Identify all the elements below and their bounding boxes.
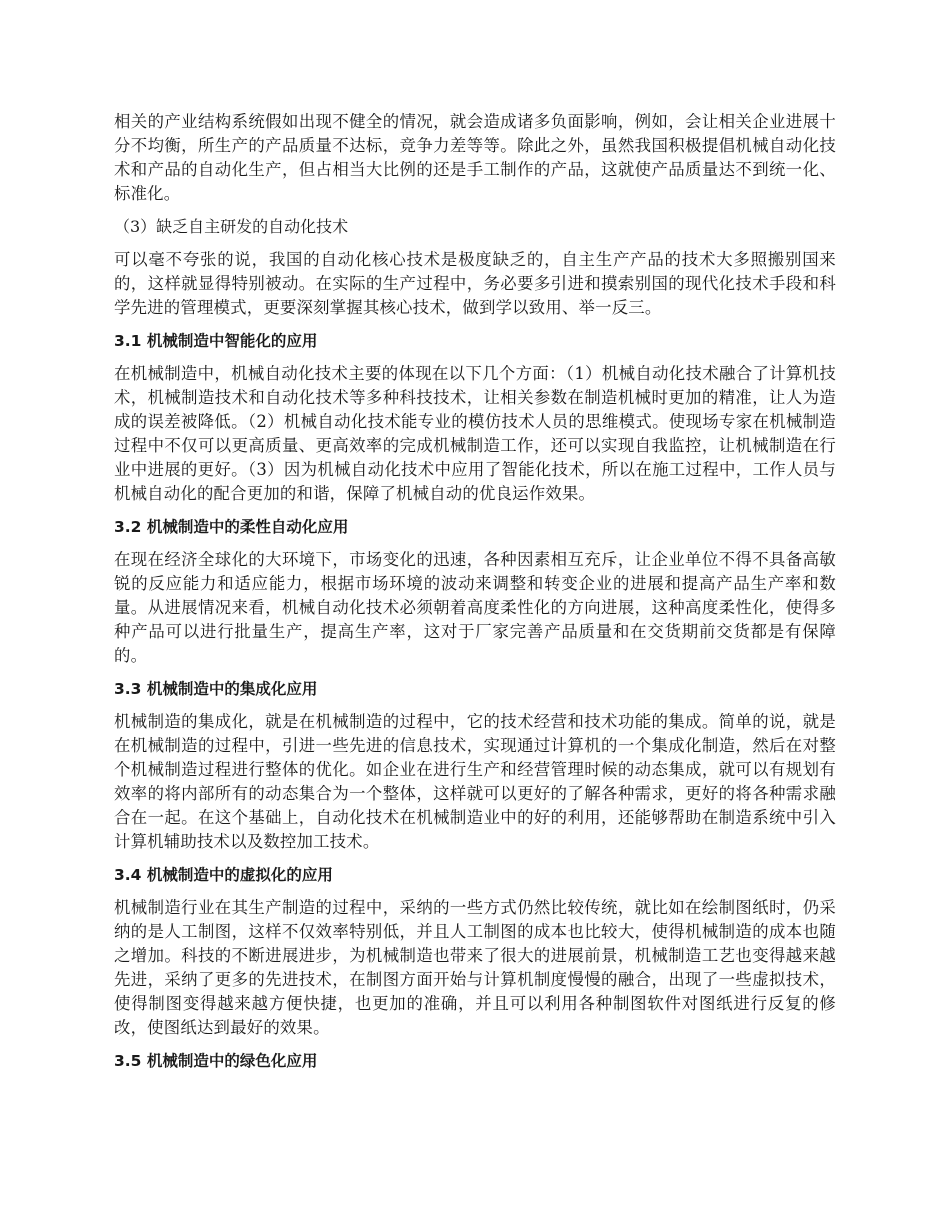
paragraph-integrated-application: 机械制造的集成化，就是在机械制造的过程中，它的技术经营和技术功能的集成。简单的说，就是在机械制造的过程中，引进一些先进的信息技术，实现通过计算机的一个集成化制造，然后在对整个机械制造过程进行整体的优化。如企业在进行生产和经营管理时候的动态集成，就可以有规划有效率的将内部所有的动态集合为一个整体，这样就可以更好的了解各种需求，更好的将各种需求融合在一起。在这个基础上，自动化技术在机械制造业中的好的利用，还能够帮助在制造系统中引入计算机辅助技术以及数控加工技术。	[114, 712, 836, 851]
heading-3-2-flexible: 3.2 机械制造中的柔性自动化应用	[114, 518, 349, 536]
heading-3-1-intelligent: 3.1 机械制造中智能化的应用	[114, 332, 318, 350]
document-page	[114, 110, 836, 1082]
heading-3-4-virtual: 3.4 机械制造中的虚拟化的应用	[114, 866, 333, 884]
paragraph-industry-structure: 相关的产业结构系统假如出现不健全的情况，就会造成诸多负面影响，例如，会让相关企业进展十分不均衡，所生产的产品质量不达标，竞争力差等等。除此之外，虽然我国积极提倡机械自动化技术和产品的自动化生产，但占相当大比例的还是手工制作的产品，这就使产品质量达不到统一化、标准化。	[114, 112, 836, 203]
heading-3-5-green: 3.5 机械制造中的绿色化应用	[114, 1052, 318, 1070]
paragraph-core-technology: 可以毫不夸张的说，我国的自动化核心技术是极度缺乏的，自主生产产品的技术大多照搬别国来的，这样就显得特别被动。在实际的生产过程中，务必要多引进和摸索别国的现代化技术手段和科学先进的管理模式，更要深刻掌握其核心技术，做到学以致用、举一反三。	[114, 250, 836, 317]
paragraph-flexible-application: 在现在经济全球化的大环境下，市场变化的迅速，各种因素相互充斥，让企业单位不得不具备高敏锐的反应能力和适应能力，根据市场环境的波动来调整和转变企业的进展和提高产品生产率和数量。从进展情况来看，机械自动化技术必须朝着高度柔性化的方向进展，这种高度柔性化，使得多种产品可以进行批量生产，提高生产率，这对于厂家完善产品质量和在交货期前交货都是有保障的。	[114, 550, 836, 665]
paragraph-virtual-application: 机械制造行业在其生产制造的过程中，采纳的一些方式仍然比较传统，就比如在绘制图纸时，仍采纳的是人工制图，这样不仅效率特别低，并且人工制图的成本也比较大，使得机械制造的成本也随之增加。科技的不断进展进步，为机械制造也带来了很大的进展前景，机械制造工艺也变得越来越先进，采纳了更多的先进技术，在制图方面开始与计算机制度慢慢的融合，出现了一些虚拟技术，使得制图变得越来越方便快捷，也更加的准确，并且可以利用各种制图软件对图纸进行反复的修改，使图纸达到最好的效果。	[114, 898, 836, 1037]
subheading-lack-autonomous-tech: （3）缺乏自主研发的自动化技术	[114, 217, 349, 236]
paragraph-intelligent-application: 在机械制造中，机械自动化技术主要的体现在以下几个方面：（1）机械自动化技术融合了计算机技术，机械制造技术和自动化技术等多种科技技术，让相关参数在制造机械时更加的精准，让人为造成的误差被降低。（2）机械自动化技术能专业的模仿技术人员的思维模式。使现场专家在机械制造过程中不仅可以更高质量、更高效率的完成机械制造工作，还可以实现自我监控，让机械制造在行业中进展的更好。（3）因为机械自动化技术中应用了智能化技术，所以在施工过程中，工作人员与机械自动化的配合更加的和谐，保障了机械自动的优良运作效果。	[114, 364, 836, 503]
heading-3-3-integrated: 3.3 机械制造中的集成化应用	[114, 680, 318, 698]
